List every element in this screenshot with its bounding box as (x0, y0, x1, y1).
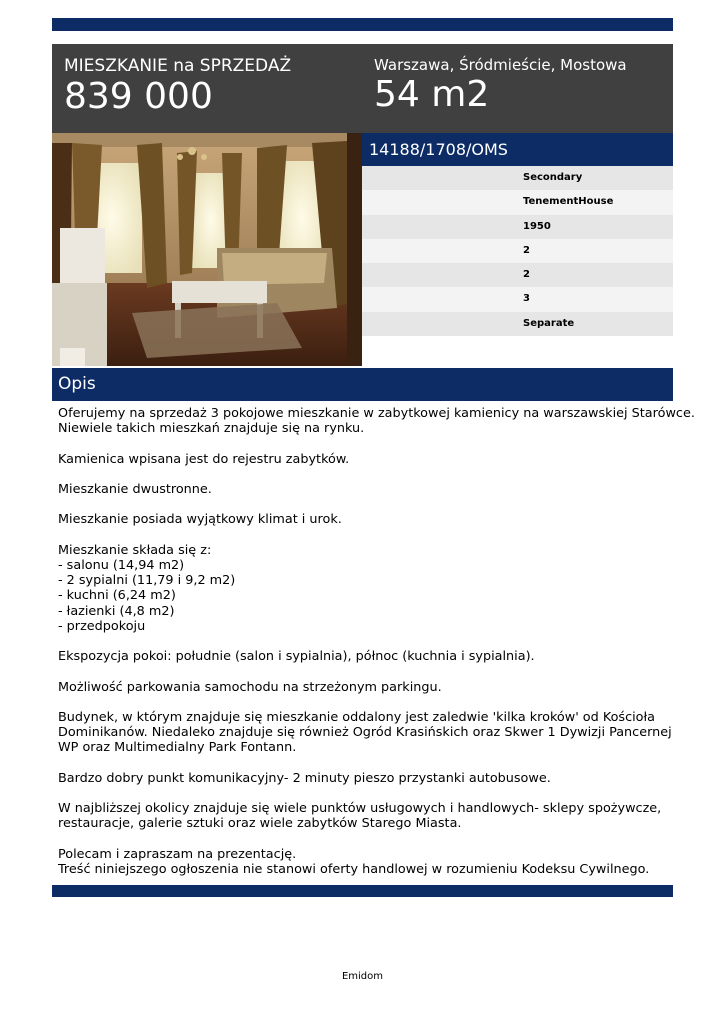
description-line: - 2 sypialni (11,79 i 9,2 m2) (58, 573, 236, 589)
spec-row-6 (362, 287, 673, 311)
reference-number: 14188/1708/OMS (369, 140, 508, 159)
description-blank-line (58, 756, 673, 771)
description-line: Mieszkanie dwustronne. (58, 481, 212, 497)
spec-row-kitchen (362, 312, 673, 336)
spec-row-4 (362, 239, 673, 263)
description-line: - łazienki (4,8 m2) (58, 603, 175, 619)
property-photo (52, 133, 362, 366)
location-label: Warszawa, Śródmieście, Mostowa (374, 56, 627, 74)
section-title: Opis (58, 374, 96, 394)
description-blank-line (58, 832, 673, 847)
price-value: 839 000 (64, 76, 213, 117)
spec-row-market (362, 166, 673, 190)
description-line: Możliwość parkowania samochodu na strzeżonym parkingu. (58, 679, 442, 695)
description-blank-line (58, 664, 673, 679)
footer-agency-name: Emidom (341, 971, 384, 982)
spec-value: Separate (523, 317, 575, 329)
description-line: Mieszkanie posiada wyjątkowy klimat i urok. (58, 512, 342, 528)
reference-bar (362, 133, 673, 166)
description-blank-line (58, 786, 673, 801)
description-line: WP oraz Multimedialny Park Fontann. (58, 740, 297, 756)
spec-row-year (362, 215, 673, 239)
description-line: Kamienica wpisana jest do rejestru zabytków. (58, 451, 350, 467)
header-price-block (64, 56, 291, 118)
description-line: restauracje, galerie sztuki oraz wiele zabytków Starego Miasta. (58, 816, 462, 832)
description-line: - kuchni (6,24 m2) (58, 588, 176, 604)
description-blank-line (58, 436, 673, 451)
top-accent-bar (52, 18, 673, 31)
spec-row-5 (362, 263, 673, 287)
description-text (58, 406, 695, 877)
spec-value: 3 (523, 293, 530, 305)
header-location-block (374, 56, 627, 116)
area-value: 54 m2 (374, 74, 490, 115)
description-line: - przedpokoju (58, 618, 146, 634)
description-blank-line (58, 497, 673, 512)
description-line: Bardzo dobry punkt komunikacyjny- 2 minuty pieszo przystanki autobusowe. (58, 770, 551, 786)
listing-type-label: MIESZKANIE na SPRZEDAŻ (64, 56, 292, 76)
description-section-header (52, 368, 673, 401)
description-blank-line (58, 634, 673, 649)
description-line: Niewiele takich mieszkań znajduje się na rynku. (58, 421, 365, 437)
bottom-accent-bar (52, 885, 673, 897)
spec-value: 2 (523, 244, 530, 256)
description-line: Treść niniejszego ogłoszenia nie stanowi oferty handlowej w rozumieniu Kodeksu Cywilnego. (58, 861, 650, 877)
description-line: Dominikanów. Niedaleko znajduje się również Ogród Krasińskich oraz Skwer 1 Dywizji Pancernej (58, 725, 672, 741)
spec-table (362, 166, 673, 336)
spec-value: TenementHouse (523, 196, 614, 208)
living-room-image (52, 133, 362, 366)
description-blank-line (58, 528, 673, 543)
description-blank-line (58, 695, 673, 710)
spec-row-building-type (362, 190, 673, 214)
spec-value: Secondary (523, 172, 583, 183)
description-line: Budynek, w którym znajduje się mieszkanie oddalony jest zaledwie 'kilka kroków' od Kościoła (58, 709, 655, 725)
spec-value: 2 (523, 269, 530, 281)
description-line: Mieszkanie składa się z: (58, 542, 212, 558)
spec-value: 1950 (523, 220, 551, 232)
description-line: Polecam i zapraszam na prezentację. (58, 846, 297, 862)
description-line: W najbliższej okolicy znajduje się wiele punktów usługowych i handlowych- sklepy spożywcze, (58, 801, 662, 817)
description-line: Oferujemy na sprzedaż 3 pokojowe mieszkanie w zabytkowej kamienicy na warszawskiej Starówce. (58, 406, 695, 421)
description-blank-line (58, 467, 673, 482)
description-line: - salonu (14,94 m2) (58, 557, 185, 573)
listing-header (52, 44, 673, 133)
description-line: Ekspozycja pokoi: południe (salon i sypialnia), północ (kuchnia i sypialnia). (58, 649, 535, 665)
